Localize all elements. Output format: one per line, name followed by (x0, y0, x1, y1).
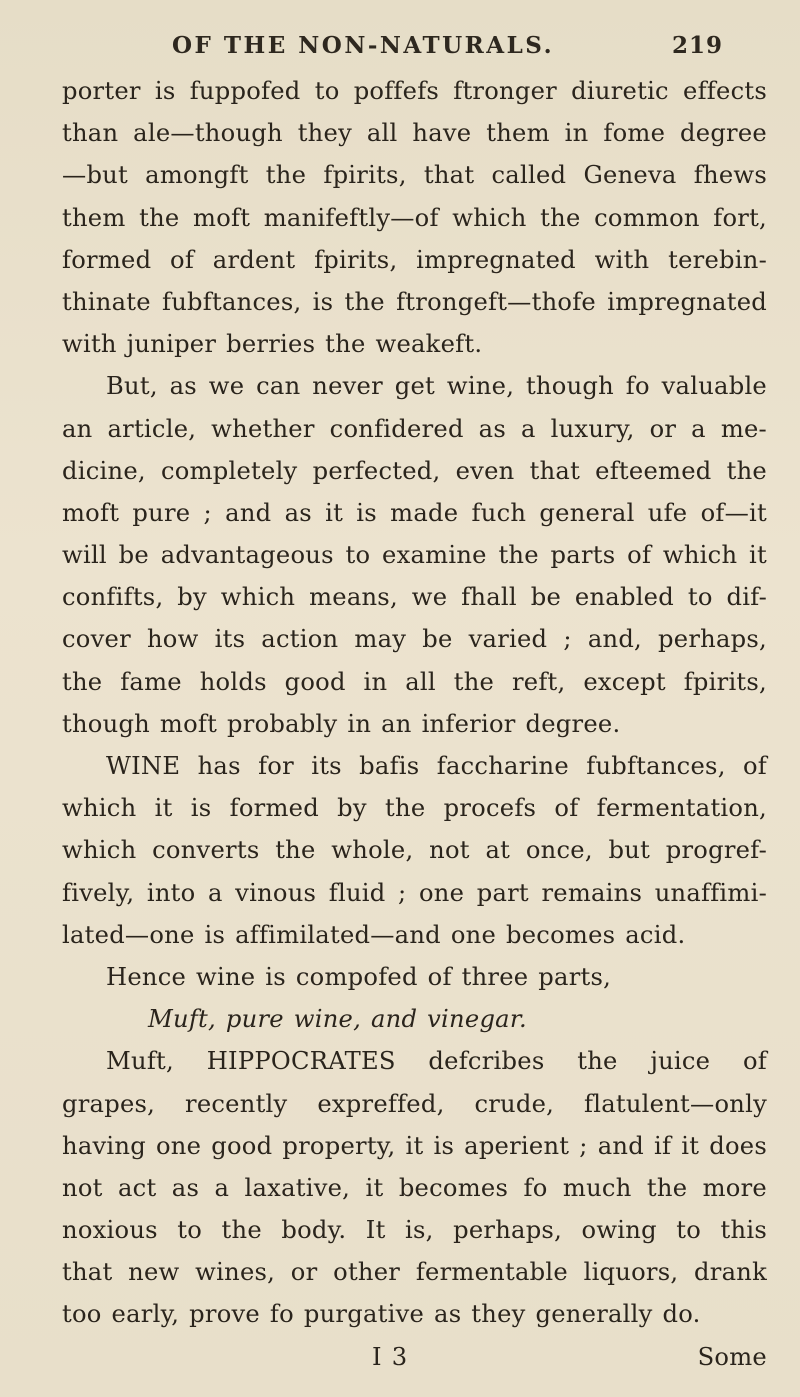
text-line: though moft probably in an inferior degree. (62, 709, 621, 738)
page-number: 219 (672, 32, 724, 59)
text-line: moft pure ; and as it is made fuch general ufe of—it (62, 498, 767, 527)
signature-mark: I 3 (372, 1342, 408, 1371)
text-line: which it is formed by the procefs of fermentation, (62, 794, 767, 823)
text-line: WINE has for its bafis faccharine fubftances, of (106, 752, 767, 780)
text-line: than ale—though they all have them in fome degree (62, 119, 767, 148)
text-line: Muft, pure wine, and vinegar. (148, 1005, 527, 1034)
text-line: lated—one is affimilated—and one becomes acid. (62, 920, 686, 949)
text-line: the fame holds good in all the reft, except fpirits, (62, 667, 767, 696)
text-line: Muft, HIPPOCRATES defcribes the juice of (106, 1047, 767, 1076)
text-line: not act as a laxative, it becomes fo much the more (62, 1173, 767, 1202)
text-line: formed of ardent fpirits, impregnated with terebin- (62, 245, 767, 274)
text-line: them the moft manifeftly—of which the common fort, (62, 203, 767, 232)
text-line: which converts the whole, not at once, but progref- (62, 836, 767, 865)
text-line: cover how its action may be varied ; and, perhaps, (62, 625, 767, 654)
body-text (62, 70, 767, 1378)
text-line: noxious to the body. It is, perhaps, owing to this (62, 1216, 767, 1245)
text-line: grapes, recently expreffed, crude, flatulent—only (62, 1089, 767, 1118)
text-line: Hence wine is compofed of three parts, (106, 962, 612, 991)
text-line: that new wines, or other fermentable liquors, drank (62, 1258, 767, 1287)
text-line: too early, prove fo purgative as they generally do. (62, 1300, 701, 1329)
text-line: dicine, completely perfected, even that efteemed the (62, 456, 767, 485)
text-line: having one good property, it is aperient ; and if it does (62, 1131, 767, 1160)
text-line: confifts, by which means, we fhall be enabled to dif- (62, 583, 767, 612)
running-head: OF THE NON-NATURALS. (172, 32, 555, 59)
text-line: porter is fuppofed to poffefs ftronger diuretic effects (62, 77, 767, 105)
catchword: Some (697, 1342, 767, 1371)
text-line: fively, into a vinous fluid ; one part remains unaffimi- (62, 878, 767, 907)
text-line: will be advantageous to examine the parts of which it (62, 541, 767, 570)
footer-line (62, 1336, 767, 1378)
text-line: —but amongft the fpirits, that called Geneva fhews (62, 161, 767, 190)
text-line: thinate fubftances, is the ftrongeft—thofe impregnated (62, 287, 767, 316)
page-header (0, 28, 800, 68)
text-line: But, as we can never get wine, though fo valuable (106, 372, 767, 401)
text-line: an article, whether confidered as a luxury, or a me- (62, 414, 767, 443)
text-line: with juniper berries the weakeft. (62, 330, 483, 359)
